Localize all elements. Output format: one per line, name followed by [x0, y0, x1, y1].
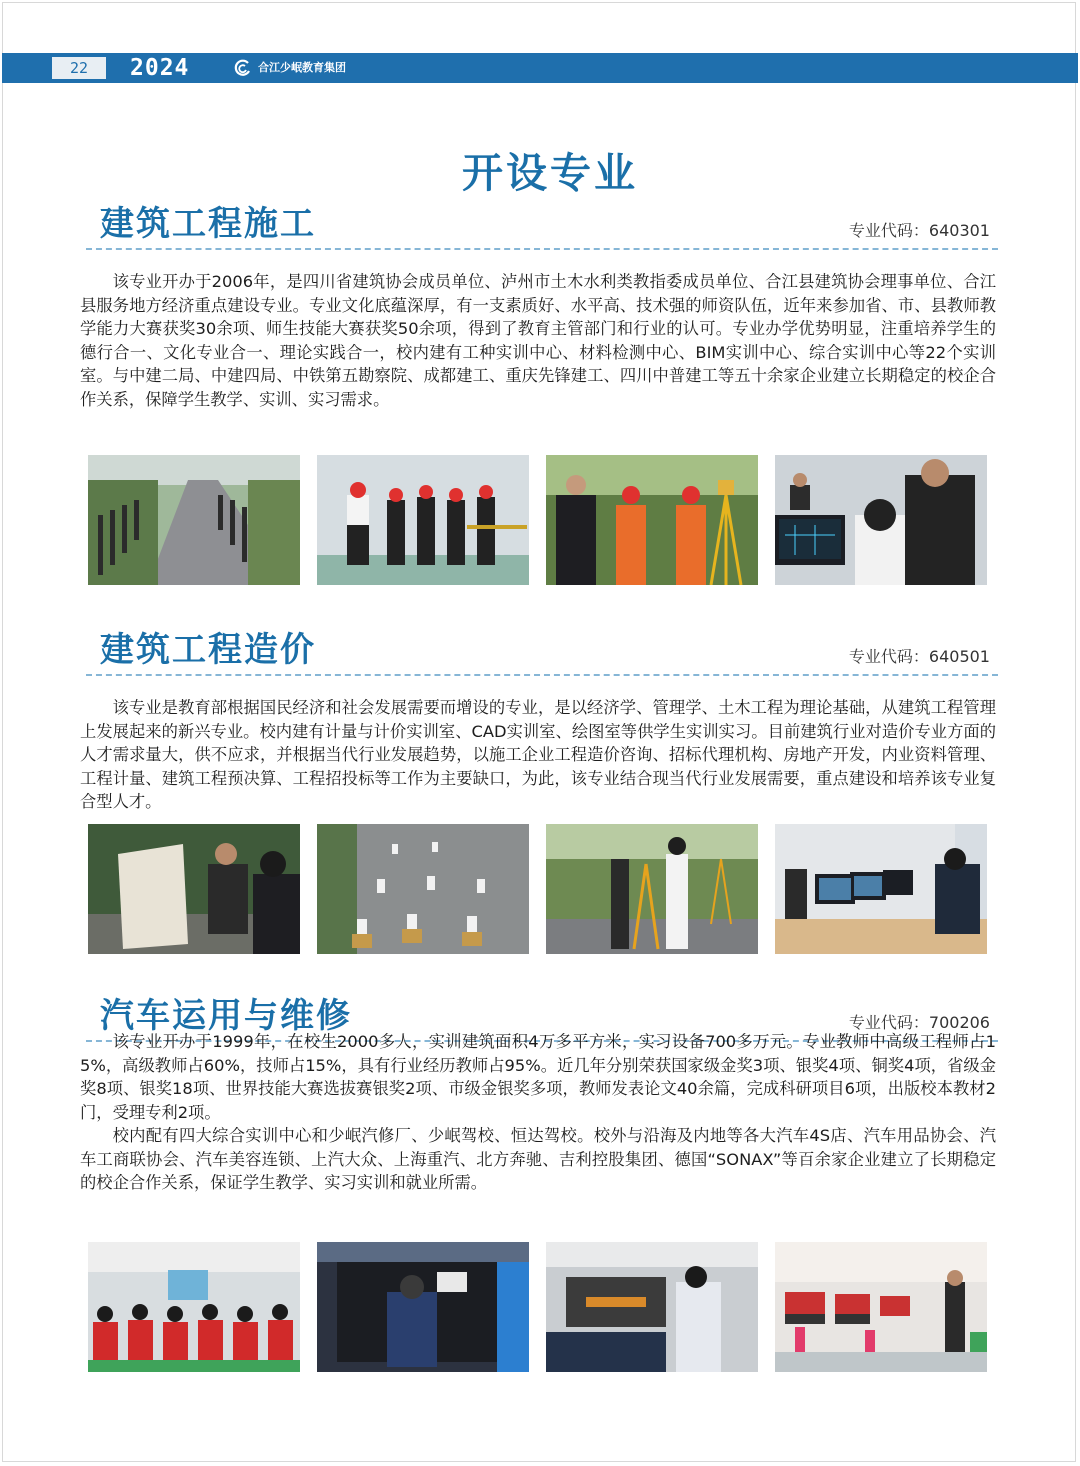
year-label: 2024	[130, 55, 190, 81]
swirl-logo-icon	[234, 59, 252, 77]
page-number: 22	[52, 57, 106, 79]
photo-engine-workshop	[546, 1242, 758, 1372]
photo-strip	[88, 1242, 988, 1372]
org-name: 合江少岷教育集团	[258, 61, 346, 74]
paragraph: 校内配有四大综合实训中心和少岷汽修厂、少岷驾校、恒达驾校。校外与沿海及内地等各大汽车4S店、汽车用品协会、汽车工商联协会、汽车美容连锁、上汽大众、上海重汽、北方奔驰、吉利控股集团、德国“SONAX”等百余家企业建立了长期稳定的校企合作关系，保证学生教学、实习实训和就业所需。	[80, 1126, 996, 1192]
section-divider	[86, 248, 998, 250]
photo-surveying-instrument	[546, 455, 758, 585]
page-title: 开设专业	[462, 149, 638, 197]
major-code: 专业代码：700206	[848, 1013, 990, 1032]
section-title: 建筑工程造价	[100, 630, 316, 670]
photo-cad-classroom	[775, 824, 987, 954]
header-bar	[2, 53, 1078, 83]
photo-strip	[88, 824, 988, 954]
major-code: 专业代码：640301	[848, 221, 990, 240]
paragraph: 该专业开办于1999年，在校生2000多人，实训建筑面积4万多平方米，实习设备700多万元。专业教师中高级工程师占15%，高级教师占60%，技师占15%，具有行业经历教师占95%。近几年分别荣获国家级金奖3项、银奖4项、铜奖4项，省级金奖8项、银奖18项、世界技能大赛选拔赛银奖2项、市级金银奖多项，教师发表论文40余篇，完成科研项目6项，出版校本教材2门，受理专利2项。	[80, 1032, 996, 1122]
section-divider	[86, 674, 998, 676]
section-description	[80, 696, 996, 814]
photo-strip	[88, 455, 988, 585]
section-title: 建筑工程施工	[100, 204, 316, 244]
photo-computer-lab	[775, 455, 987, 585]
photo-car-painting	[317, 1242, 529, 1372]
photo-field-measurement	[546, 824, 758, 954]
photo-auto-class	[88, 1242, 300, 1372]
paragraph: 该专业开办于2006年，是四川省建筑协会成员单位、泸州市土木水利类教指委成员单位、合江县建筑协会理事单位、合江县服务地方经济重点建设专业。专业文化底蕴深厚，有一支素质好、水平高、技术强的师资队伍，近年来参加省、市、县教师教学能力大赛获奖30余项、师生技能大赛获奖50余项，得到了教育主管部门和行业的认可。专业办学优势明显，注重培养学生的德行合一、文化专业合一、理论实践合一，校内建有工种实训中心、材料检测中心、BIM实训中心、综合实训中心等22个实训室。与中建二局、中建四局、中铁第五勘察院、成都建工、重庆先锋建工、四川中普建工等五十余家企业建立长期稳定的校企合作关系，保障学生教学、实训、实习需求。	[80, 272, 996, 409]
photo-students-sketching	[317, 824, 529, 954]
paragraph: 该专业是教育部根据国民经济和社会发展需要而增设的专业，是以经济学、管理学、土木工程为理论基础，从建筑工程管理上发展起来的新兴专业。校内建有计量与计价实训室、CAD实训室、绘图室等供学生实训实习。目前建筑行业对造价专业方面的人才需求量大，供不应求，并根据当代行业发展趋势，以施工企业工程造价咨询、招标代理机构、房地产开发，内业资料管理、工程计量、建筑工程预决算、工程招投标等工作为主要缺口，为此，该专业结合现当代行业发展需要，重点建设和培养该专业复合型人才。	[80, 698, 996, 811]
photo-auto-repair-hall	[775, 1242, 987, 1372]
section-description	[80, 270, 996, 411]
section-title: 汽车运用与维修	[100, 996, 352, 1036]
photo-drawing-easel	[88, 824, 300, 954]
photo-road-survey	[88, 455, 300, 585]
section-description	[80, 1030, 996, 1195]
photo-workers-hardhats	[317, 455, 529, 585]
major-code: 专业代码：640501	[848, 647, 990, 666]
